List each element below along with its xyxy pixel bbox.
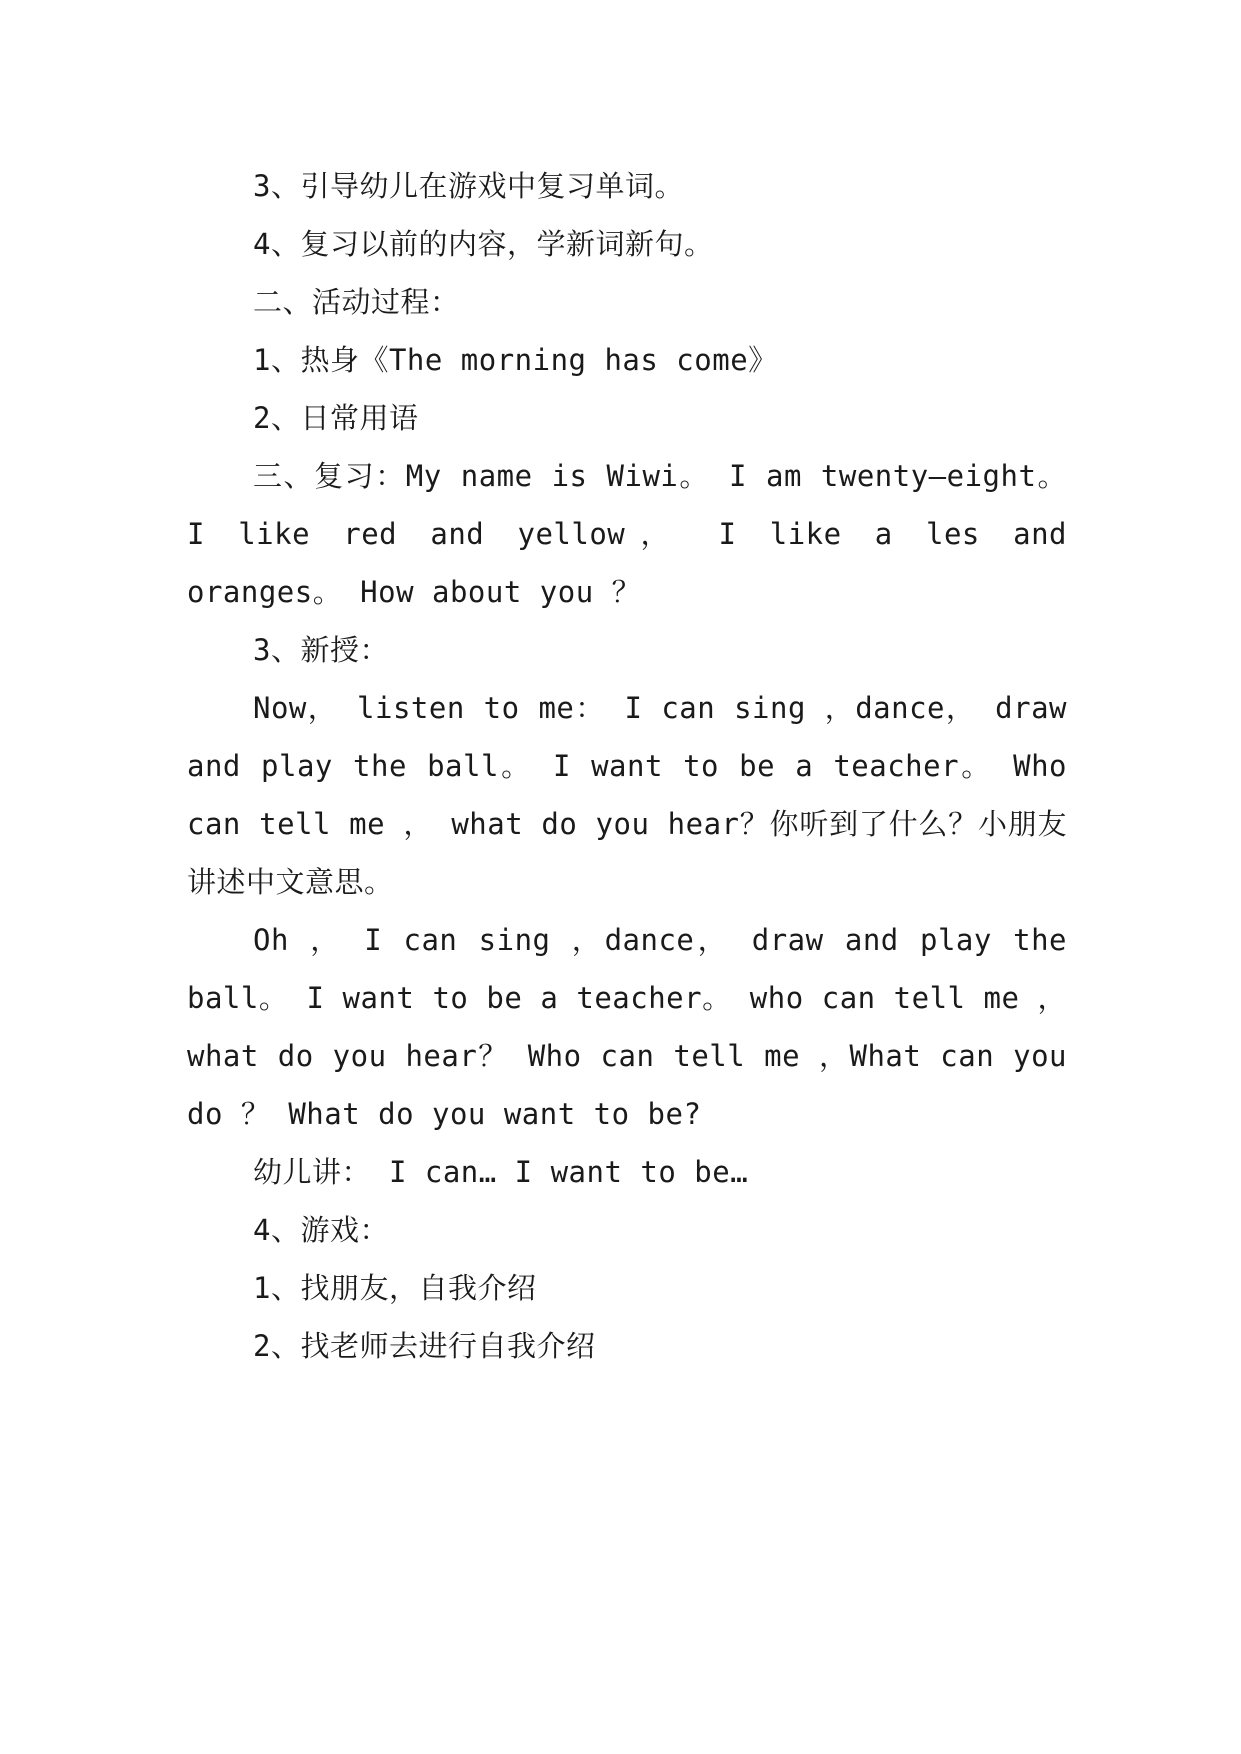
section-heading-activity-process: 二、活动过程： [253, 285, 460, 319]
paragraph-review: 三、复习：My name is Wiwi。 I am twenty—eight。 I like red and yellow， I like a les and oranges。 How about you ？ [187, 459, 1067, 609]
paragraph-games-heading: 4、游戏： [253, 1213, 389, 1247]
paragraph-new-lesson-listen: Now， listen to me： I can sing ，dance， draw and play the ball。 I want to be a teacher。 Who can tell me ， what do you hear？你听到了什么？小朋友讲述中文意思。 [187, 691, 1067, 899]
paragraph-game-1: 1、找朋友，自我介绍 [253, 1271, 537, 1305]
paragraph-warmup: 1、热身《The morning has come》 [253, 343, 778, 377]
paragraph-new-lesson-repeat: Oh ， I can sing ，dance， draw and play the ball。 I want to be a teacher。 who can tell me ， what do you hear？ Who can tell me ，What can you do ？ What do you want to be? [187, 923, 1067, 1131]
paragraph-objective-4: 4、复习以前的内容，学新词新句。 [253, 227, 714, 261]
paragraph-objective-3: 3、引导幼儿在游戏中复习单词。 [253, 169, 684, 203]
paragraph-children-speak: 幼儿讲： I can… I want to be… [253, 1155, 749, 1189]
paragraph-daily-phrases: 2、日常用语 [253, 401, 419, 435]
paragraph-new-lesson-heading: 3、新授： [253, 633, 389, 667]
document-body [187, 157, 1067, 1375]
paragraph-game-2: 2、找老师去进行自我介绍 [253, 1329, 596, 1363]
